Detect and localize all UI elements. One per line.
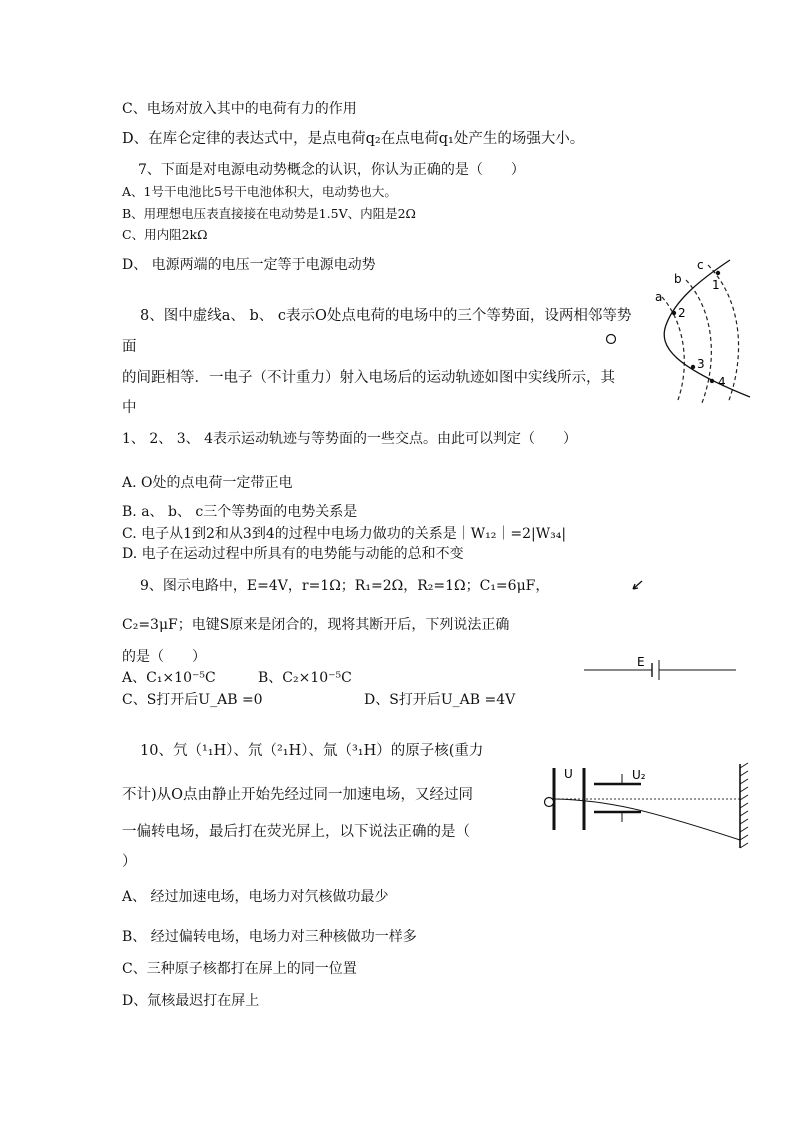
q7-option-c: C、用内阻2kΩ: [122, 227, 208, 242]
q10-stem-line2: 不计)从O点由静止开始先经过同一加速电场，又经过同: [122, 787, 474, 803]
q8-stem-line5: 1、 2、 3、 4表示运动轨迹与等势面的一些交点。由此可以判定（ ）: [122, 431, 577, 447]
q7-option-d: D、 电源两端的电压一定等于电源电动势: [122, 257, 376, 273]
q6-option-d: D、在库仑定律的表达式中，是点电荷q₂在点电荷q₁处产生的场强大小。: [122, 131, 585, 147]
label-b: b: [674, 272, 682, 286]
label-3: 3: [697, 357, 705, 371]
origin-o: [545, 798, 554, 807]
label-u2: U₂: [632, 768, 646, 782]
q9-option-c: C、S打开后U_AB =0: [122, 692, 263, 708]
q8-figure: [590, 255, 750, 405]
q9-option-a: A、C₁×10⁻⁵C: [122, 670, 216, 686]
q8-stem-line1: 8、图中虚线a、 b、 c表示O处点电荷的电场中的三个等势面，设两相邻等势: [140, 308, 632, 324]
q8-stem-line2: 面: [122, 339, 137, 355]
q8-option-a: A. O处的点电荷一定带正电: [122, 475, 293, 491]
q9-option-d: D、S打开后U_AB =4V: [364, 692, 516, 708]
label-4: 4: [718, 375, 726, 389]
label-e: E: [637, 655, 645, 669]
q10-option-d: D、氚核最迟打在屏上: [122, 993, 260, 1009]
label-u: U: [564, 767, 573, 781]
q10-stem-line4: ）: [122, 854, 137, 870]
label-c: c: [697, 258, 704, 272]
q9-circuit-figure: [580, 575, 740, 685]
q9-stem-line1: 9、图示电路中，E=4V，r=1Ω；R₁=2Ω，R₂=1Ω；C₁=6μF，: [140, 578, 550, 594]
q10-stem-line3: 一偏转电场，最后打在荧光屏上，以下说法正确的是（: [122, 824, 470, 840]
q8-option-d: D. 电子在运动过程中所具有的电势能与动能的总和不变: [122, 546, 464, 562]
q8-option-b: B. a、 b、 c三个等势面的电势关系是: [122, 504, 358, 520]
q10-figure: [538, 762, 754, 852]
q9-stem-line2: C₂=3μF；电键S原来是闭合的，现将其断开后，下列说法正确: [122, 617, 510, 633]
label-2: 2: [678, 306, 686, 320]
q8-stem-line4: 中: [122, 400, 137, 416]
equipotential-b: [686, 280, 711, 403]
q10-stem-line1: 10、氕（¹₁H）、氘（²₁H）、氚（³₁H）的原子核(重力: [140, 743, 484, 759]
q9-stem-line3: 的是（ ）: [122, 649, 206, 665]
q9-option-b: B、C₂×10⁻⁵C: [258, 670, 352, 686]
q7-stem: 7、下面是对电源电动势概念的认识，你认为正确的是（ ）: [138, 162, 525, 178]
q7-option-b: B、用理想电压表直接接在电动势是1.5V、内阻是2Ω: [122, 206, 416, 221]
q8-stem-line3: 的间距相等．一电子（不计重力）射入电场后的运动轨迹如图中实线所示，其: [122, 370, 615, 386]
q10-option-a: A、 经过加速电场，电场力对氕核做功最少: [122, 889, 389, 905]
point-charge-o: [607, 335, 616, 344]
q7-option-a: A、1号干电池比5号干电池体积大，电动势也大。: [122, 184, 397, 199]
q6-option-c: C、电场对放入其中的电荷有力的作用: [122, 101, 357, 117]
q8-option-c: C. 电子从1到2和从3到4的过程中电场力做功的关系是｜W₁₂｜=2|W₃₄|: [122, 526, 567, 542]
q10-option-c: C、三种原子核都打在屏上的同一位置: [122, 961, 357, 977]
label-a: a: [655, 290, 663, 304]
q10-option-b: B、 经过偏转电场，电场力对三种核做功一样多: [122, 929, 417, 945]
label-1: 1: [712, 278, 720, 292]
switch-mark-icon: [633, 581, 642, 589]
